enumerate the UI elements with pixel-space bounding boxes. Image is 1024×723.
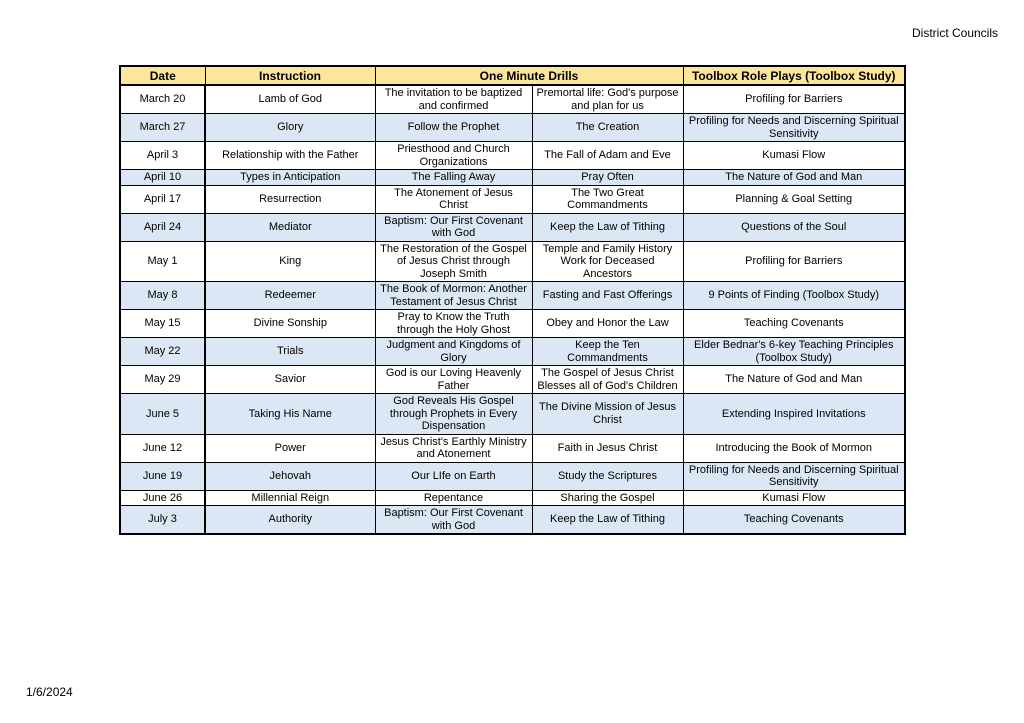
date-cell: July 3 bbox=[120, 506, 205, 535]
toolbox-cell: 9 Points of Finding (Toolbox Study) bbox=[683, 282, 905, 310]
instruction-cell: Mediator bbox=[205, 213, 375, 241]
toolbox-cell: The Nature of God and Man bbox=[683, 366, 905, 394]
page-title: District Councils bbox=[911, 26, 998, 40]
drill-cell: The Atonement of Jesus Christ bbox=[375, 185, 532, 213]
toolbox-cell: Profiling for Barriers bbox=[683, 85, 905, 114]
date-cell: April 3 bbox=[120, 142, 205, 170]
table-row bbox=[120, 462, 905, 490]
drill-cell: Our LIfe on Earth bbox=[375, 462, 532, 490]
drill-cell: God Reveals His Gospel through Prophets in Every Dispensation bbox=[375, 394, 532, 435]
instruction-cell: Jehovah bbox=[205, 462, 375, 490]
drill-cell: Judgment and Kingdoms of Glory bbox=[375, 338, 532, 366]
toolbox-cell: Teaching Covenants bbox=[683, 310, 905, 338]
drill-cell: Baptism: Our First Covenant with God bbox=[375, 506, 532, 535]
drill-cell: The Falling Away bbox=[375, 170, 532, 186]
schedule-table bbox=[119, 65, 906, 535]
toolbox-cell: Introducing the Book of Mormon bbox=[683, 434, 905, 462]
footer-date: 1/6/2024 bbox=[26, 685, 73, 699]
table-row bbox=[120, 490, 905, 506]
toolbox-cell: Profiling for Barriers bbox=[683, 241, 905, 282]
drill-cell: The Two Great Commandments bbox=[532, 185, 683, 213]
table-row bbox=[120, 85, 905, 114]
drill-cell: Priesthood and Church Organizations bbox=[375, 142, 532, 170]
drill-cell: The Gospel of Jesus Christ Blesses all of God's Children bbox=[532, 366, 683, 394]
instruction-cell: Authority bbox=[205, 506, 375, 535]
instruction-cell: Relationship with the Father bbox=[205, 142, 375, 170]
drill-cell: God is our Loving Heavenly Father bbox=[375, 366, 532, 394]
table-row bbox=[120, 338, 905, 366]
drill-cell: The invitation to be baptized and confirmed bbox=[375, 85, 532, 114]
toolbox-cell: Questions of the Soul bbox=[683, 213, 905, 241]
table-row bbox=[120, 434, 905, 462]
instruction-cell: Divine Sonship bbox=[205, 310, 375, 338]
date-cell: March 20 bbox=[120, 85, 205, 114]
toolbox-cell: Planning & Goal Setting bbox=[683, 185, 905, 213]
date-cell: June 19 bbox=[120, 462, 205, 490]
toolbox-cell: Kumasi Flow bbox=[683, 490, 905, 506]
date-cell: June 26 bbox=[120, 490, 205, 506]
instruction-cell: Taking His Name bbox=[205, 394, 375, 435]
date-cell: May 15 bbox=[120, 310, 205, 338]
drill-cell: Obey and Honor the Law bbox=[532, 310, 683, 338]
table-row bbox=[120, 310, 905, 338]
toolbox-cell: Extending Inspired Invitations bbox=[683, 394, 905, 435]
drill-cell: Premortal life: God's purpose and plan for us bbox=[532, 85, 683, 114]
drill-cell: The Book of Mormon: Another Testament of Jesus Christ bbox=[375, 282, 532, 310]
table-row bbox=[120, 394, 905, 435]
date-cell: May 29 bbox=[120, 366, 205, 394]
column-header-toolbox: Toolbox Role Plays (Toolbox Study) bbox=[683, 66, 905, 85]
toolbox-cell: Teaching Covenants bbox=[683, 506, 905, 535]
toolbox-cell: Elder Bednar's 6-key Teaching Principles (Toolbox Study) bbox=[683, 338, 905, 366]
column-header-drills: One Minute Drills bbox=[375, 66, 683, 85]
instruction-cell: Redeemer bbox=[205, 282, 375, 310]
table-row bbox=[120, 366, 905, 394]
drill-cell: The Fall of Adam and Eve bbox=[532, 142, 683, 170]
instruction-cell: Types in Anticipation bbox=[205, 170, 375, 186]
toolbox-cell: Profiling for Needs and Discerning Spiritual Sensitivity bbox=[683, 462, 905, 490]
drill-cell: Repentance bbox=[375, 490, 532, 506]
instruction-cell: Power bbox=[205, 434, 375, 462]
table-row bbox=[120, 241, 905, 282]
drill-cell: Temple and Family History Work for Deceased Ancestors bbox=[532, 241, 683, 282]
table-row bbox=[120, 114, 905, 142]
drill-cell: The Restoration of the Gospel of Jesus Christ through Joseph Smith bbox=[375, 241, 532, 282]
drill-cell: Keep the Law of Tithing bbox=[532, 506, 683, 535]
table-row bbox=[120, 142, 905, 170]
toolbox-cell: Kumasi Flow bbox=[683, 142, 905, 170]
drill-cell: Faith in Jesus Christ bbox=[532, 434, 683, 462]
toolbox-cell: Profiling for Needs and Discerning Spiritual Sensitivity bbox=[683, 114, 905, 142]
date-cell: March 27 bbox=[120, 114, 205, 142]
drill-cell: Follow the Prophet bbox=[375, 114, 532, 142]
instruction-cell: Glory bbox=[205, 114, 375, 142]
table-row bbox=[120, 506, 905, 535]
instruction-cell: Lamb of God bbox=[205, 85, 375, 114]
table-row bbox=[120, 170, 905, 186]
date-cell: May 1 bbox=[120, 241, 205, 282]
drill-cell: The Creation bbox=[532, 114, 683, 142]
table-header-row bbox=[120, 66, 905, 85]
drill-cell: Pray Often bbox=[532, 170, 683, 186]
drill-cell: Jesus Christ's Earthly Ministry and Atonement bbox=[375, 434, 532, 462]
table-row bbox=[120, 213, 905, 241]
drill-cell: Keep the Law of Tithing bbox=[532, 213, 683, 241]
toolbox-cell: The Nature of God and Man bbox=[683, 170, 905, 186]
drill-cell: Fasting and Fast Offerings bbox=[532, 282, 683, 310]
date-cell: May 8 bbox=[120, 282, 205, 310]
instruction-cell: Trials bbox=[205, 338, 375, 366]
drill-cell: Baptism: Our First Covenant with God bbox=[375, 213, 532, 241]
date-cell: June 12 bbox=[120, 434, 205, 462]
drill-cell: Sharing the Gospel bbox=[532, 490, 683, 506]
date-cell: June 5 bbox=[120, 394, 205, 435]
instruction-cell: Savior bbox=[205, 366, 375, 394]
date-cell: May 22 bbox=[120, 338, 205, 366]
table-row bbox=[120, 282, 905, 310]
date-cell: April 17 bbox=[120, 185, 205, 213]
column-header-date: Date bbox=[120, 66, 205, 85]
drill-cell: Study the Scriptures bbox=[532, 462, 683, 490]
drill-cell: The Divine Mission of Jesus Christ bbox=[532, 394, 683, 435]
instruction-cell: King bbox=[205, 241, 375, 282]
date-cell: April 24 bbox=[120, 213, 205, 241]
drill-cell: Pray to Know the Truth through the Holy Ghost bbox=[375, 310, 532, 338]
instruction-cell: Resurrection bbox=[205, 185, 375, 213]
drill-cell: Keep the Ten Commandments bbox=[532, 338, 683, 366]
table-row bbox=[120, 185, 905, 213]
column-header-instruction: Instruction bbox=[205, 66, 375, 85]
date-cell: April 10 bbox=[120, 170, 205, 186]
instruction-cell: Millennial Reign bbox=[205, 490, 375, 506]
